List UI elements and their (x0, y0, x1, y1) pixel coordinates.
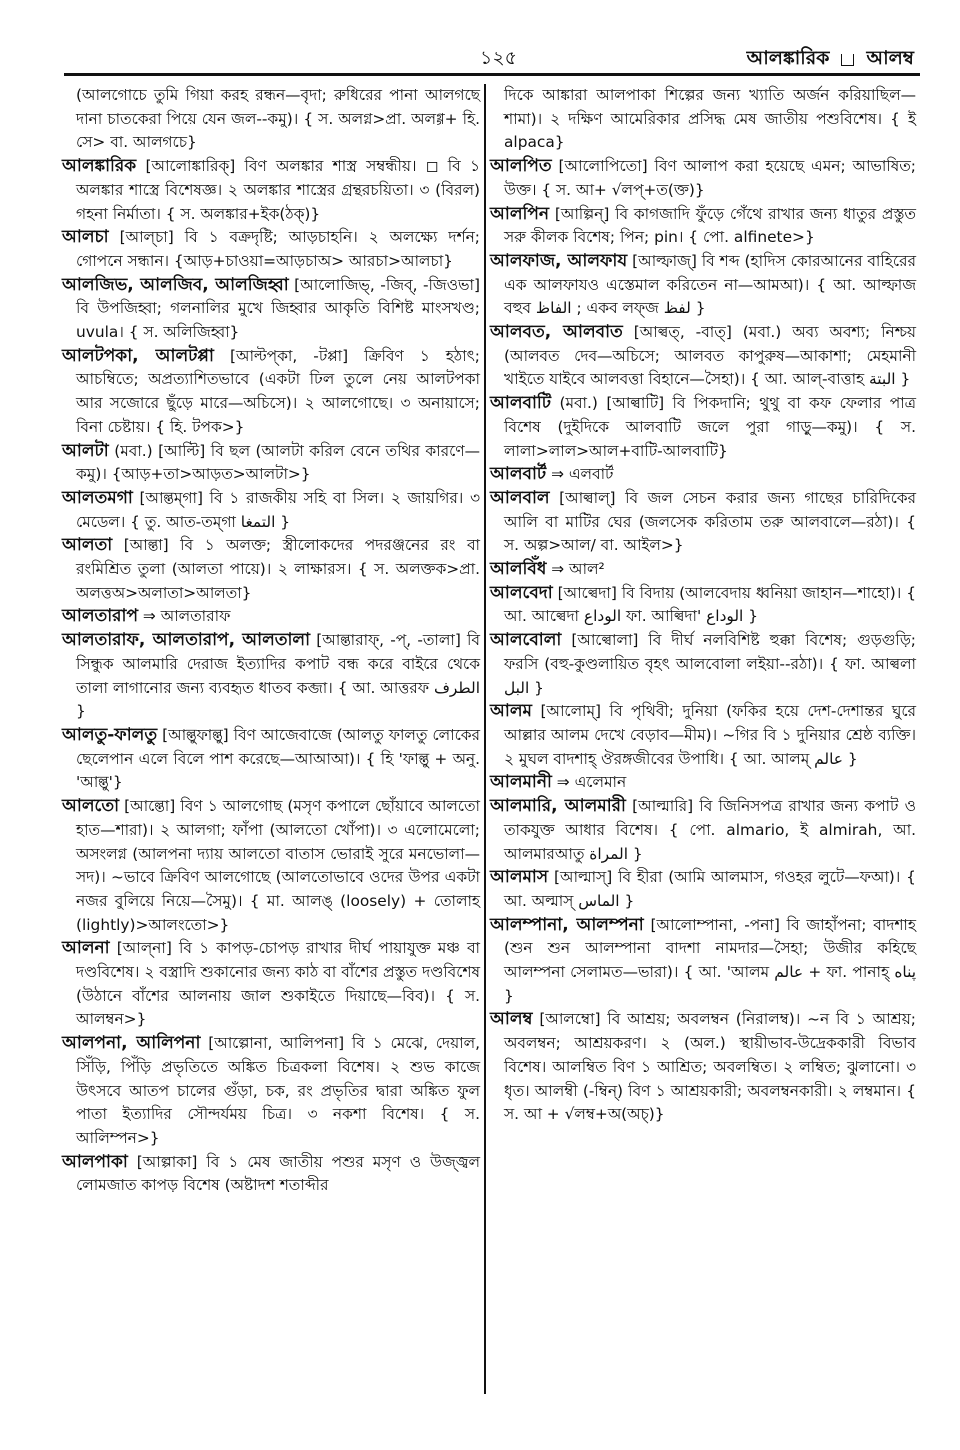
definition: [আল্পোনা, আলিপনা] বি ১ মেঝে, দেয়াল, সিঁড়ি, পিঁড়ি প্রভৃতিতে অঙ্কিত চিত্রকলা বিশেষ। ২ শুভ কাজে উৎসবে আতপ চালের গুঁড়া, চক, রং প্রভৃতির দ্বারা অঙ্কিত ফুল পাতা ইত্যাদির সৌন্দর্যময় চিত্র। ৩ নকশা বিশেষ। { স. আলিম্পন>} (76, 1034, 480, 1147)
headword: আলমাস (490, 867, 549, 888)
definition: ⇒ এলবার্ট (551, 465, 614, 484)
definition: [আল্মাস্] বি হীরা (আমি আলমাস, গওহর লুটে—ফআ)। { আ. অল্মাস্ الماس } (504, 868, 916, 910)
headword: আলবাল (490, 487, 550, 508)
headword: আলবত, আলবাত (490, 322, 623, 343)
definition: [আলোপিতো] বিণ আলাপ করা হয়েছে এমন; আভাষিত; উক্ত। { স. আ+ √লপ্+ত(ক্ত)} (504, 157, 916, 199)
dictionary-entry (490, 155, 916, 202)
entry-continuation (490, 84, 916, 155)
definition: [আল্চা] বি ১ বক্রদৃষ্টি; আড়চাহনি। ২ অলক্ষ্যে দর্শন; গোপনে সন্ধান। {আড়+চাওয়া=আড়চাঅ> আরচা>আলচা} (76, 228, 480, 270)
dictionary-entry (490, 582, 916, 629)
dictionary-entry (62, 440, 480, 487)
headword: আলবার্ট (490, 464, 547, 485)
dictionary-entry (490, 771, 916, 795)
dictionary-entry (62, 605, 480, 629)
definition: [আল্তম্গা] বি ১ রাজকীয় সহি বা সিল। ২ জায়গির। ৩ মেডেল। { তু. আত-তম্গা التمغا } (76, 488, 480, 531)
definition: [আল্বোলা] বি দীর্ঘ নলবিশিষ্ট হুক্কা বিশেষ; গুড়গুড়ি; ফরসি (বহু-কুণ্ডলায়িত বৃহৎ আলবোলা লইয়া--রঠা)। { ফা. আল্বলা البل } (504, 631, 916, 697)
definition: (মবা.) [আল্বাটি] বি পিকদানি; থুথু বা কফ ফেলার পাত্র বিশেষ (দুইদিকে আলবাটি জলে পুরা গাড়ু—কমু)। { স. লালা>লাল>আল+বাটি-আলবাটি} (504, 394, 916, 460)
dictionary-entry (62, 1032, 480, 1151)
dictionary-entry (62, 795, 480, 937)
definition: [আল্পাকা] বি ১ মেষ জাতীয় পশুর মসৃণ ও উজ্জ্বল লোমজাত কাপড় বিশেষ (অষ্টাদশ শতাব্দীর (76, 1152, 480, 1195)
definition: (মবা.) [আল্টি] বি ছল (আলটা করিল বেনে তথির কারণে—কমু)। {আড়+তা>আড়ত>আলটা>} (76, 441, 480, 484)
dictionary-entry (490, 321, 916, 392)
page-header (60, 44, 920, 70)
definition: [আল্না] বি ১ কাপড়-চোপড় রাখার দীর্ঘ পায়াযুক্ত মঞ্চ বা দণ্ডবিশেষ। ২ বস্ত্রাদি শুকানোর জন্য কাঠ বা বাঁশের প্রস্তুত দণ্ডবিশেষ (উঠানে বাঁশের আলনায় জাল শুকাইতে দিয়াছে—বিব)। { স. আলম্বন>} (76, 939, 480, 1029)
dictionary-entry (62, 226, 480, 273)
definition: [আল্বেদা] বি বিদায় (আলবেদায় ধ্বনিয়া জাহান—শাহো)। { আ. আল্বেদা الوداع ফা. আল্বিদা' الوداع } (504, 583, 916, 626)
dictionary-entry (62, 487, 480, 534)
column-divider (484, 84, 486, 1394)
definition: [আল্তা] বি ১ অলক্ত; স্ত্রীলোকদের পদরঞ্জনের রং বা রংমিশ্রিত তুলা (আলতা পায়ে)। ২ লাক্ষারস। { স. অলক্তক>প্রা. অলত্তঅ>অলাতা>আলতা} (76, 536, 480, 602)
dictionary-entry (62, 155, 480, 226)
headword: আলবিঁধ (490, 559, 547, 580)
headword: আলবোলা (490, 630, 562, 651)
headword: আলফাজ, আলফায (490, 250, 628, 271)
left-column (62, 84, 480, 1198)
dictionary-entry (490, 700, 916, 771)
headword: আলমানী (490, 772, 552, 793)
definition: [আলোম্পানা, -পনা] বি জাহাঁপনা; বাদশাহ (শুন শুন আলম্পানা বাদশা নামদার—সৈহা; উজীর কহিছে আলম্পনা সেলামত—ভারা)। { আ. 'আলম عالم + ফা. পানাহ্ پناه } (504, 915, 916, 1005)
dictionary-entry (490, 392, 916, 463)
header-rule (64, 73, 920, 76)
headword: আলচা (62, 227, 109, 248)
headword: আলতমগা (62, 487, 133, 508)
headword: আলবাটি (490, 393, 552, 414)
definition: দিকে আঙ্কারা আলপাকা শিল্পের জন্য খ্যাতি অর্জন করিয়াছিল—শামা)। ২ দক্ষিণ আমেরিকার প্রসিদ্ধ মেষ জাতীয় পশুবিশেষ। { ই alpaca} (504, 86, 916, 152)
headword: আলতু-ফালতু (62, 724, 158, 745)
running-head (747, 44, 914, 76)
definition: [আল্ফাজ্] বি শব্দ (হাদিস কোরআনের বাহিরের এক আলফাযও এস্তেমাল করিতেন না—আমআ)। { আ. আল্ফাজ বহুব الفاظ ; একব লফ্জ لفظ } (504, 251, 916, 318)
definition: [আল্তুফাল্তু] বিণ আজেবাজে (আলতু ফালতু লোকের ছেলেপান এলে বিলে পাশ করেছে—আআআ)। { হি 'ফাল্তু + অনু. 'আল্তু'} (76, 725, 480, 792)
dictionary-entry (62, 1151, 480, 1198)
definition: [আলম্বো] বি আশ্রয়; অবলম্বন (নিরালম্ব)। ~ন বি ১ আশ্রয়; অবলম্বন; আশ্রয়করণ। ২ (অল.) স্থায়ীভাব-উদ্রেককারী বিভাব বিশেষ। আলম্বিত বিণ ১ আশ্রিত; অবলম্বিত। ২ লম্বিত; ঝুলানো। ৩ ধৃত। আলম্বী (-ম্বিন্) বিণ ১ আশ্রয়কারী; অবলম্বনকারী। ২ লম্বমান। { স. আ + √লম্ব+অ(অচ্)} (504, 1010, 916, 1124)
dictionary-entry (490, 866, 916, 913)
definition: (আলগোচে তুমি গিয়া করহ রন্ধন—বৃদা; রুধিরের পানা আলগছে দানা চাতকেরা পিয়ে যেন জল--কমু)। { স. অলগ্ন>প্রা. অলগ্গ+ হি. সে> বা. আলগচে} (76, 86, 480, 152)
headword: আলঙ্কারিক (62, 156, 137, 177)
definition: ⇒ এলেমান (556, 773, 627, 792)
dictionary-entry (490, 203, 916, 250)
first-guide-word: আলঙ্কারিক (746, 47, 830, 69)
headword: আলজিভ, আলজিব, আলজিহ্বা (62, 274, 289, 295)
headword: আলম্পানা, আলম্পনা (490, 914, 644, 935)
headword: আলবেদা (490, 582, 553, 603)
headword: আলটপকা, আলটপ্পা (62, 345, 214, 366)
dictionary-entry (490, 1008, 916, 1127)
page-number: ১২৫ (480, 47, 518, 69)
dictionary-entry (62, 629, 480, 724)
dictionary-entry (62, 724, 480, 795)
headword: আলপিত (490, 156, 552, 177)
dictionary-entry (62, 345, 480, 440)
definition: [আল্টপ্কা, -টপ্পা] ক্রিবিণ ১ হঠাৎ; আচম্বিতে; অপ্রত্যাশিতভাবে (একটা ঢিল তুলে নেয় আলটপকা আর সজোরে ছুঁড়ে মারে—অচিসে)। ২ আলগোছে। ৩ অনায়াসে; বিনা চেষ্টায়। { হি. টপক>} (76, 346, 480, 436)
definition: [আলোজিভ্, -জিব্, -জিওভা] বি উপজিহ্বা; গলনালির মুখে জিহ্বার আকৃতি বিশিষ্ট মাংসখণ্ড; uvula। { স. অলিজিহ্বা} (76, 275, 480, 342)
headword: আলতো (62, 796, 120, 817)
dictionary-entry (62, 534, 480, 605)
headword: আলপিন (490, 203, 550, 224)
definition: ⇒ আলতারাফ (142, 607, 231, 626)
last-guide-word: আলম্ব (866, 47, 914, 69)
definition: [আল্মারি] বি জিনিসপত্র রাখার জন্য কপাট ও তাকযুক্ত আধার বিশেষ। { পো. almario, ই almirah, আ. আলমারআতু المراة } (504, 797, 916, 863)
definition: [আলোঙ্কারিক্] বিণ অলঙ্কার শাস্ত্র সম্বন্ধীয়। ◻ বি ১ অলঙ্কার শাস্ত্রে বিশেষজ্ঞ। ২ অলঙ্কার শাস্ত্রের গ্রন্থরচয়িতা। ৩ (বিরল) গহনা নির্মাতা। { স. অলঙ্কার+ইক(ঠক্)} (76, 157, 480, 223)
headword: আলম্ব (490, 1009, 533, 1030)
definition: [আল্তারাফ্, -প্, -তালা] বি সিন্ধুক আলমারি দেরাজ ইত্যাদির কপাট বন্ধ করে বাইরে থেকে তালা লাগানোর জন্য ব্যবহৃত ধাতব কব্জা। { আ. আত্তরফ الطرف } (76, 631, 480, 721)
dictionary-entry (490, 629, 916, 700)
right-column (490, 84, 916, 1127)
dictionary-entry (490, 558, 916, 582)
definition: [আল্বাল্] বি জল সেচন করার জন্য গাছের চারিদিকের আলি বা মাটির ঘের (জলসেক করিতাম তরু আলবালে—রঠা)। { স. অল্প>আল/ বা. আইল>} (504, 488, 916, 555)
dictionary-entry (490, 250, 916, 321)
dictionary-entry (490, 463, 916, 487)
headword: আলটা (62, 440, 109, 461)
dictionary-entry (490, 914, 916, 1009)
entry-continuation (62, 84, 480, 155)
dictionary-entry (62, 274, 480, 345)
headword: আলতারাফ, আলতারাপ, আলতালা (62, 630, 311, 651)
dictionary-entry (490, 487, 916, 558)
dictionary-entry (62, 937, 480, 1032)
headword: আলনা (62, 938, 110, 959)
headword: আলমারি, আলমারী (490, 796, 626, 817)
definition: [আল্পিন্] বি কাগজাদি ফুঁড়ে গেঁথে রাখার জন্য ধাতুর প্রস্তুত সরু কীলক বিশেষ; পিন; pin। { পো. alfinete>} (504, 204, 916, 247)
headword: আলপাকা (62, 1151, 128, 1172)
definition: [আল্বত্, -বাত্] (মবা.) অব্য অবশ্য; নিশ্চয় (আলবত দেব—অচিসে; আলবত কাপুরুষ—আকাশা; মেহমানী খাইতে যাইবে আলবত্তা বিহানে—সৈহা)। { আ. আল্-বাত্তাহ البتة } (504, 323, 916, 389)
definition: ⇒ আল² (551, 560, 605, 579)
headword: আলতা (62, 535, 113, 556)
dictionary-entry (490, 795, 916, 866)
headword: আলতারাপ (62, 606, 139, 627)
headword: আলম (490, 701, 532, 722)
headword: আলপনা, আলিপনা (62, 1033, 201, 1054)
definition: [আলোম্] বি পৃথিবী; দুনিয়া (ফকির হয়ে দেশ-দেশান্তর ঘুরে আল্লার আলম দেখে বেড়াব—মীম)। ~গির বি ১ দুনিয়ার শ্রেষ্ঠ ব্যক্তি। ২ মুঘল বাদশাহ্ ঔরঙ্গজীবের উপাধি। { আ. আলম্ عالم } (504, 702, 916, 768)
box-icon (841, 54, 854, 66)
definition: [আল্তো] বিণ ১ আলগোছ (মসৃণ কপালে ছোঁয়াবে আলতো হাত—শারা)। ২ আলগা; ফাঁপা (আলতো খোঁপা)। ৩ এলোমেলো; অসংলগ্ন (আলপনা দ্যায় আলতো বাতাস ভোরাই সুরে মনভোলা—সদ)। ~ভাবে ক্রিবিণ আলগোছে (আলতোভাবে ওদের উপর একটা নজর বুলিয়ে নিয়ে—সৈমু)। { মা. আলঙ্ (loosely) + তোলাহ (lightly)>আলংতো>} (76, 797, 480, 934)
